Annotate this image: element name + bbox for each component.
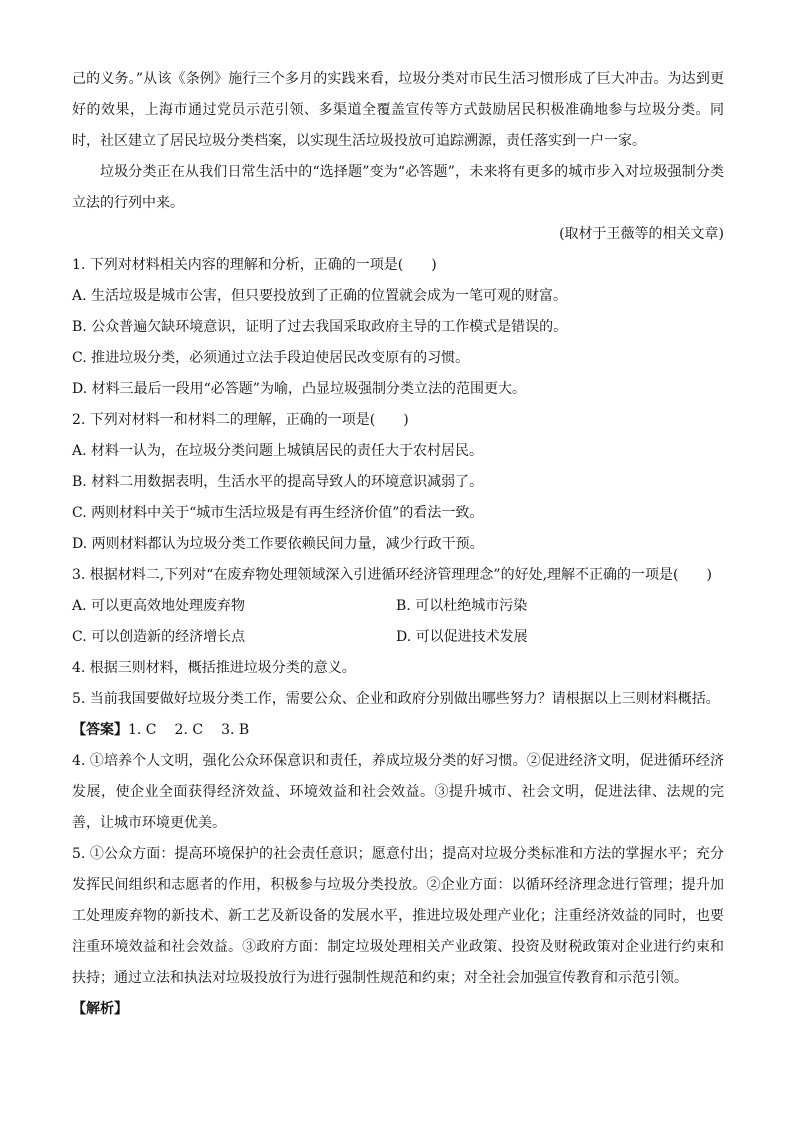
question-1-option-d: D. 材料三最后一段用“必答题”为喻，凸显垃圾强制分类立法的范围更大。 bbox=[72, 381, 526, 397]
answer-choices-line bbox=[72, 715, 724, 746]
question-3-options-row-2 bbox=[72, 622, 724, 653]
question-2-stem: 2. 下列对材料一和材料二的理解，正确的一项是( ) bbox=[72, 412, 409, 428]
question-1-option-a: A. 生活垃圾是城市公害，但只要投放到了正确的位置就会成为一笔可观的财富。 bbox=[72, 288, 568, 304]
question-2-option-a: A. 材料一认为，在垃圾分类问题上城镇居民的责任大于农村居民。 bbox=[72, 443, 484, 459]
intro-paragraph-1: 己的义务。”从该《条例》施行三个多月的实践来看，垃圾分类对市民生活习惯形成了巨大冲击。为达到更好的效果，上海市通过党员示范引领、多渠道全覆盖宣传等方式鼓励居民积极准确地参与垃圾分类。同时，社区建立了居民垃圾分类档案，以实现生活垃圾投放可追踪溯源，责任落实到一户一家。 bbox=[72, 71, 724, 149]
question-3-stem: 3. 根据材料二,下列对“在废弃物处理领域深入引进循环经济管理理念”的好处,理解不正确的一项是( ) bbox=[72, 567, 712, 583]
question-3-option-a: A. 可以更高效地处理废弃物 bbox=[72, 598, 246, 614]
answer-label: 【答案】 bbox=[72, 722, 128, 738]
question-4: 4. 根据三则材料，概括推进垃圾分类的意义。 bbox=[72, 660, 356, 676]
answer-4: 4. ①培养个人文明，强化公众环保意识和责任，养成垃圾分类的好习惯。②促进经济文明，促进循环经济发展，使企业全面获得经济效益、环境效益和社会效益。③提升城市、社会文明，促进法律、法规的完善，让城市环境更优美。 bbox=[72, 753, 724, 831]
question-2-option-d: D. 两则材料都认为垃圾分类工作要依赖民间力量，减少行政干预。 bbox=[72, 536, 484, 552]
answer-2: 2. C bbox=[174, 722, 204, 738]
question-3-option-c: C. 可以创造新的经济增长点 bbox=[72, 629, 246, 645]
question-2 bbox=[72, 405, 724, 560]
question-2-option-c: C. 两则材料中关于“城市生活垃圾是有再生经济价值”的看法一致。 bbox=[72, 505, 484, 521]
question-3 bbox=[72, 560, 724, 653]
question-1 bbox=[72, 250, 724, 405]
question-5: 5. 当前我国要做好垃圾分类工作，需要公众、企业和政府分别做出哪些努力？请根据以上三则材料概括。 bbox=[72, 691, 720, 707]
answer-1: 1. C bbox=[128, 722, 157, 738]
intro-paragraph-2: 垃圾分类正在从我们日常生活中的“选择题”变为“必答题”，未来将有更多的城市步入对垃圾强制分类立法的行列中来。 bbox=[72, 164, 724, 211]
question-3-option-b: B. 可以杜绝城市污染 bbox=[396, 598, 528, 614]
question-2-option-b: B. 材料二用数据表明，生活水平的提高导致人的环境意识减弱了。 bbox=[72, 474, 484, 490]
answer-3: 3. B bbox=[221, 722, 250, 738]
question-1-option-b: B. 公众普遍欠缺环境意识，证明了过去我国采取政府主导的工作模式是错误的。 bbox=[72, 319, 568, 335]
source-attribution: (取材于王薇等的相关文章) bbox=[559, 226, 724, 242]
question-1-stem: 1. 下列对材料相关内容的理解和分析，正确的一项是( ) bbox=[72, 257, 437, 273]
answer-5: 5. ①公众方面：提高环境保护的社会责任意识；愿意付出；提高对垃圾分类标准和方法的掌握水平；充分发挥民间组织和志愿者的作用，积极参与垃圾分类投放。②企业方面：以循环经济理念进行管理；提升加工处理废弃物的新技术、新工艺及新设备的发展水平，推进垃圾处理产业化；注重经济效益的同时，也要注重环境效益和社会效益。③政府方面：制定垃圾处理相关产业政策、投资及财税政策对企业进行约束和扶持；通过立法和执法对垃圾投放行为进行强制性规范和约束；对全社会加强宣传教育和示范引领。 bbox=[72, 846, 724, 986]
analysis-label: 【解析】 bbox=[72, 1001, 128, 1017]
question-3-option-d: D. 可以促进技术发展 bbox=[396, 629, 528, 645]
question-1-option-c: C. 推进垃圾分类，必须通过立法手段迫使居民改变原有的习惯。 bbox=[72, 350, 470, 366]
question-3-options-row-1 bbox=[72, 591, 724, 622]
document-page bbox=[72, 64, 724, 1025]
